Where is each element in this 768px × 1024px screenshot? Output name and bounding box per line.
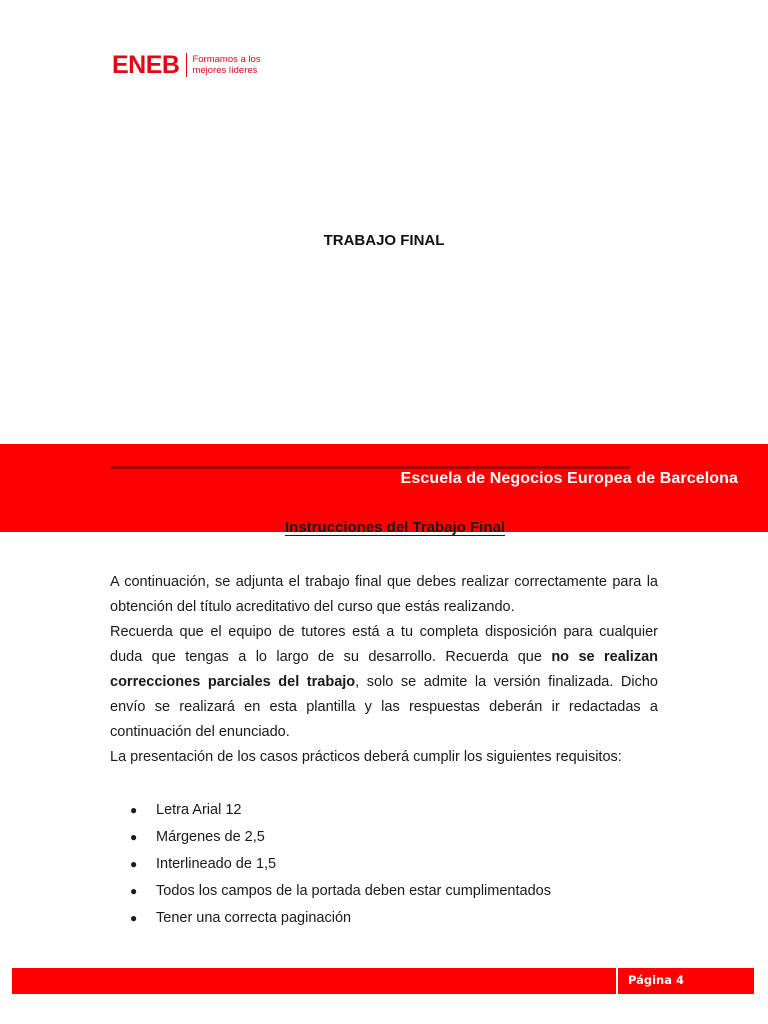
list-item-text: Interlineado de 1,5	[156, 856, 277, 872]
logo-mark: ENEB	[112, 51, 180, 79]
footer-bar	[12, 968, 616, 994]
school-name: Escuela de Negocios Europea de Barcelona	[400, 470, 738, 487]
logo-divider	[186, 53, 187, 77]
bullet-icon: ●	[130, 830, 138, 844]
page-number-box	[618, 968, 754, 994]
paragraph-tutors-end: , solo se admite la versión finalizada. Dicho envío se realizará en esta plantilla y las respuestas deberán ir redactadas a continuación del enunciado.	[110, 674, 658, 740]
logo-tagline	[192, 54, 260, 76]
bullet-icon: ●	[130, 911, 138, 925]
list-item-text: Todos los campos de la portada deben estar cumplimentados	[156, 883, 551, 899]
list-item-text: Tener una correcta paginación	[156, 910, 352, 926]
list-item	[110, 824, 670, 851]
page-number: Página 4	[628, 973, 685, 987]
bullet-icon: ●	[130, 803, 138, 817]
list-item-text: Márgenes de 2,5	[156, 829, 265, 845]
list-item-text: Letra Arial 12	[156, 802, 242, 818]
eneb-logo	[112, 50, 261, 80]
instructions-body	[110, 570, 658, 770]
banner-rule	[110, 466, 630, 469]
list-item	[110, 905, 670, 932]
document-title: TRABAJO FINAL	[323, 232, 445, 249]
paragraph-requirements-intro: La presentación de los casos prácticos deberá cumplir los siguientes requisitos:	[110, 749, 622, 765]
paragraph-tutors	[110, 620, 658, 745]
section-title: Instrucciones del Trabajo Final	[284, 519, 506, 536]
logo-tagline-line2: mejores líderes	[192, 65, 258, 76]
list-item	[110, 878, 670, 905]
bullet-icon: ●	[130, 857, 138, 871]
requirements-list	[110, 797, 670, 932]
list-item	[110, 797, 670, 824]
logo-tagline-line1: Formamos a los	[192, 54, 261, 65]
bullet-icon: ●	[130, 884, 138, 898]
paragraph-tutors-start: Recuerda que el equipo de tutores está a tu completa disposición para cualquier duda que tengas a lo largo de su desarrollo. Recuerda que	[110, 624, 658, 665]
paragraph-intro: A continuación, se adjunta el trabajo final que debes realizar correctamente para la obtención del título acreditativo del curso que estás realizando.	[110, 574, 658, 615]
list-item	[110, 851, 670, 878]
paragraph-tutors-emphasis: no se realizan correcciones parciales del trabajo	[110, 649, 658, 690]
